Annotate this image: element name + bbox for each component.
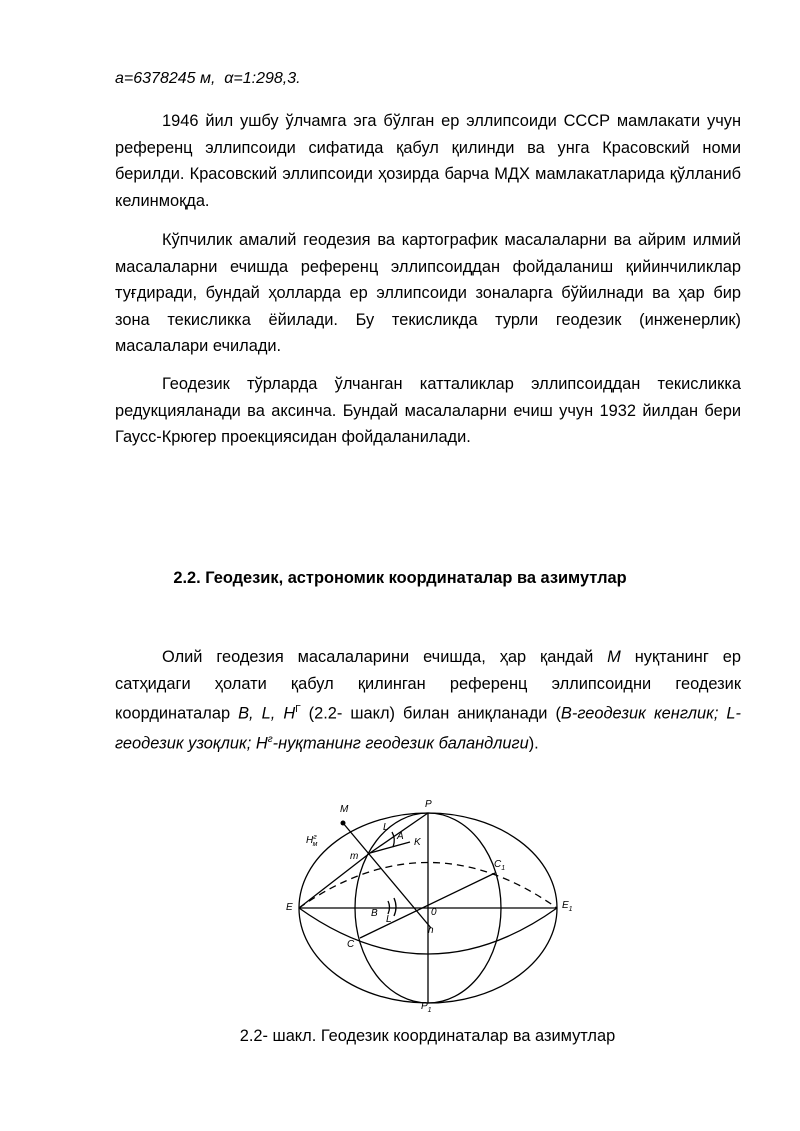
label-n: n	[428, 925, 434, 936]
label-P: P	[425, 799, 432, 810]
paragraph-geodetic-coordinates: Олий геодезия масалаларини ечишда, ҳар қандай M нуқтанинг ер сатҳидаги ҳолати қабул қилинган референц эллипсоидни геодезик координаталар B, L, $H^Г$ (2.2- шакл) билан аниқланади (B-геодезик кенглик; L-геодезик узоқлик; $H^г$-нуқтанинг геодезик баландлиги).	[115, 648, 741, 753]
label-E: E	[286, 902, 293, 913]
paragraph-zones: Кўпчилик амалий геодезия ва картографик масалаларни ва айрим илмий масалаларни ечишда референц эллипсоиддан фойдаланиш қийинчиликлар туғдиради, бундай ҳолларда ер эллипсоиди зоналарга бўйилнади ва ҳар бир зона текисликка ёйилади. Бу текисликда турли геодезик (инженерлик) масалалари ечилади.	[115, 231, 741, 355]
label-C: C	[347, 939, 355, 950]
label-A: A	[397, 831, 404, 842]
section-heading: 2.2. Геодезик, астрономик координаталар ва азимутлар	[173, 569, 627, 587]
paragraph-krasovsky: 1946 йил ушбу ўлчамга эга бўлган ер эллипсоиди СССР мамлакати учун референц эллипсоиди сифатида қабул қилинди ва унга Красовский номи берилди. Красовский эллипсоиди ҳозирда барча МДХ мамлакатларида қўлланиб келинмоқда.	[115, 112, 741, 210]
angle-a-arc	[392, 832, 394, 847]
label-K: K	[414, 837, 421, 848]
figure-caption: 2.2- шакл. Геодезик координаталар ва азимутлар	[239, 1027, 616, 1045]
label-L-mid: L	[386, 914, 392, 925]
label-P1: $P_1$	[421, 1001, 432, 1014]
tangent-k-line	[370, 842, 410, 853]
label-O: 0	[431, 907, 437, 918]
semi-major-axis: a=6378245 м,	[115, 70, 216, 87]
label-C1: $C_1$	[494, 859, 506, 872]
label-L-top: L	[383, 822, 389, 833]
paragraph-gauss-kruger: Геодезик тўрларда ўлчанган катталиклар эллипсоиддан текисликка редукцияланади ва аксинча. Бундай масалаларни ечиш учун 1932 йилдан бери Гаусс-Крюгер проекциясидан фойдаланилади.	[115, 375, 741, 446]
label-m: m	[350, 851, 359, 862]
e-m-line	[299, 853, 370, 908]
angle-l-arc	[394, 898, 396, 916]
label-H: $H^г$ м	[306, 834, 318, 848]
ellipsoid-diagram	[270, 795, 590, 1020]
label-M: M	[340, 804, 349, 815]
flattening: α=1:298,3.	[224, 70, 301, 87]
label-E1: $E_1$	[562, 900, 573, 913]
ellipsoid-parameters	[115, 70, 301, 88]
label-B: B	[371, 908, 378, 919]
ellipsoid-figure	[270, 795, 590, 1025]
